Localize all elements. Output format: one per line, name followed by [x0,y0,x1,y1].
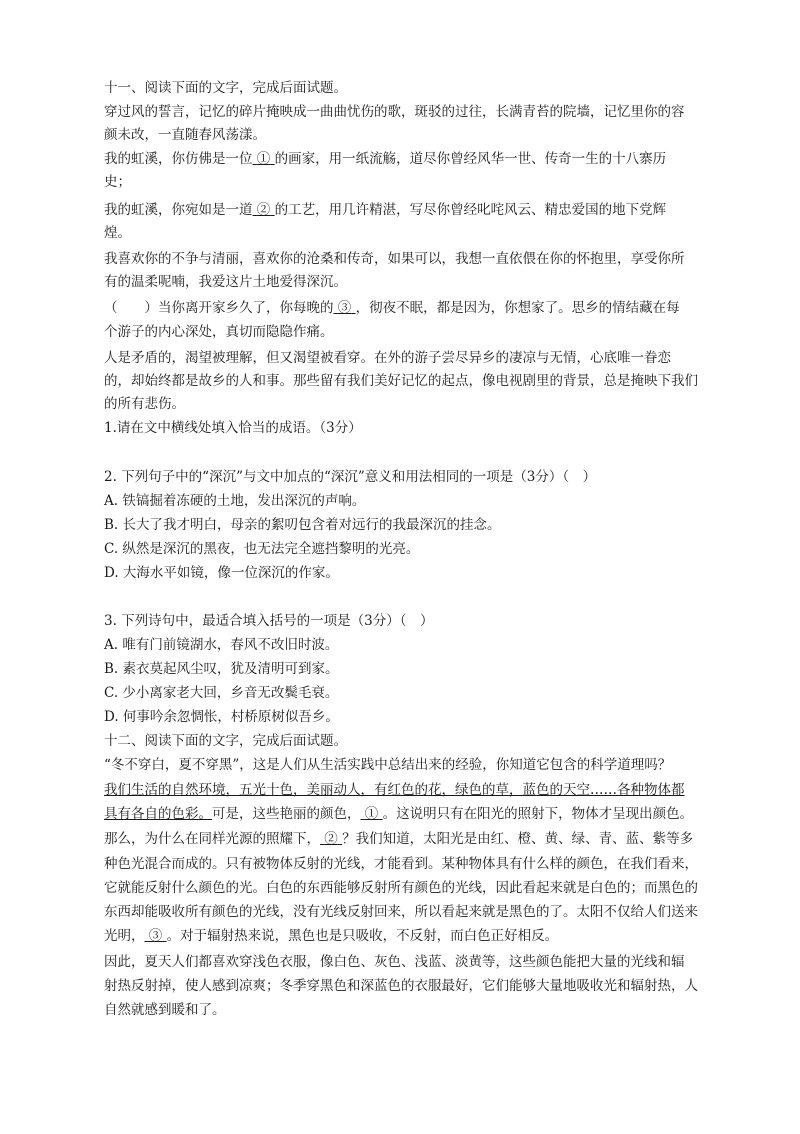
q11-p5-text-b: ，彻夜不眠，都是因为，你想家了。思乡的情结藏在每 [355,300,680,316]
section-11-heading: 十一、阅读下面的文字，完成后面试题。 [104,80,347,96]
q11-paragraph-6-line-3: 的所有悲伤。 [104,396,185,412]
q12-paragraph-2-line-4: 种色光混合而成的。只有被物体反射的光线，才能看到。某种物体具有什么样的颜色，在我们看来， [104,856,698,872]
q11-paragraph-2-line-1 [104,149,666,169]
blank-2: ② [256,202,271,218]
section-12-heading: 十二、阅读下面的文字，完成后面试题。 [104,733,347,749]
q11-paragraph-1-line-2: 颜未改，一直随春风荡漾。 [104,127,266,143]
q12-paragraph-3-line-3: 自然就感到暖和了。 [104,1002,226,1018]
q12-paragraph-2-line-2 [104,804,693,824]
q11-paragraph-6-line-2: 的，却始终都是故乡的人和事。那些留有我们美好记忆的起点，像电视剧里的背景，总是掩映下我们 [104,373,698,389]
q12-p2-text-a: 可是，这些艳丽的颜色， [212,806,361,822]
question-3: 3. 下列诗句中，最适合填入括号的一项是（3分）（ ） [104,613,434,629]
q12-paragraph-2-line-5: 它就能反射什么颜色的光。白色的东西能够反射所有颜色的光线，因此看起来就是白色的；而黑色的 [104,880,698,896]
q11-paragraph-4-line-2: 有的温柔呢喃，我爱这片土地爱得深沉。 [104,274,347,290]
q11-p3-text-b: 的工艺，用几许精湛，写尽你曾经叱咤风云、精忠爱国的地下党辉 [274,202,667,218]
q12-underlined-sentence-end: 具有各自的色彩。 [104,806,212,822]
q12-paragraph-2-line-1: 我们生活的自然环境，五光十色，美丽动人，有红色的花，绿色的草，蓝色的天空……各种物体都 [104,782,685,798]
blank-1: ① [256,151,271,167]
q2-option-c: C. 纵然是深沉的黑夜，也无法完全遮挡黎明的光亮。 [104,541,420,557]
q12-paragraph-2-line-6: 东西却能吸收所有颜色的光线，没有光线反射回来，所以看起来就是黑色的了。太阳不仅给人们送来 [104,904,698,920]
q11-paragraph-6-line-1: 人是矛盾的，渴望被理解，但又渴望被看穿。在外的游子尝尽异乡的凄凉与无情，心底唯一眷恋 [104,350,671,366]
q2-option-d: D. 大海水平如镜，像一位深沉的作家。 [104,565,339,581]
q12-p2-text-b: 。这说明只有在阳光的照射下，物体才呈现出颜色。 [382,806,694,822]
q3-option-c: C. 少小离家老大回，乡音无改鬓毛衰。 [104,685,339,701]
question-1: 1.请在文中横线处填入恰当的成语。（3分） [104,420,362,436]
q12-paragraph-2-line-3 [104,829,693,849]
q11-p5-text-a: （ ）当你离开家乡久了，你每晚的 [104,300,334,316]
q12-p2-l7-text-b: 。对于辐射热来说，黑色也是只吸收，不反射，而白色正好相反。 [166,928,559,944]
q11-paragraph-3-line-1 [104,200,666,220]
q11-paragraph-5-line-2: 个游子的内心深处，真切而隐隐作痛。 [104,324,334,340]
q2-option-b: B. 长大了我才明白，母亲的絮叨包含着对远行的我最深沉的挂念。 [104,517,501,533]
q11-p2-text-a: 我的虹溪，你仿佛是一位 [104,151,253,167]
q3-option-d: D. 何事吟余忽惆怅，村桥原树似吾乡。 [104,709,339,725]
q3-option-b: B. 素衣莫起风尘叹，犹及清明可到家。 [104,661,339,677]
q11-paragraph-1-line-1: 穿过风的誓言，记忆的碎片掩映成一曲曲忧伤的歌，斑驳的过往，长满青苔的院墙，记忆里你的容 [104,104,685,120]
q12-blank-1: ① [364,806,379,822]
q12-paragraph-2-line-7 [104,926,558,946]
q11-p3-text-a: 我的虹溪，你宛如是一道 [104,202,253,218]
question-2: 2. 下列句子中的“深沉”与文中加点的“深沉”意义和用法相同的一项是（3分）（ ） [104,469,597,485]
q11-paragraph-3-line-2: 煌。 [104,225,131,241]
q11-p2-text-b: 的画家，用一纸流觞，道尽你曾经风华一世、传奇一生的十八寨历 [274,151,667,167]
q2-option-a: A. 铁镐掘着冻硬的土地，发出深沉的声响。 [104,493,366,509]
q3-option-a: A. 唯有门前镜湖水，春风不改旧时波。 [104,637,339,653]
q12-paragraph-3-line-1: 因此，夏天人们都喜欢穿浅色衣服，像白色、灰色、浅蓝、淡黄等，这些颜色能把大量的光线和辐 [104,954,685,970]
q12-blank-3: ③ [148,928,163,944]
q12-p2-l3-text-a: 那么，为什么在同样光源的照耀下， [104,831,320,847]
q11-paragraph-5-line-1 [104,298,680,318]
q11-paragraph-2-line-2: 史； [104,174,131,190]
q12-paragraph-1: “冬不穿白，夏不穿黑”，这是人们从生活实践中总结出来的经验，你知道它包含的科学道理吗？ [104,757,672,773]
q12-p2-l3-text-b: ？我们知道，太阳光是由红、橙、黄、绿、青、蓝、紫等多 [342,831,694,847]
q12-p2-l7-text-a: 光明， [104,928,145,944]
blank-3: ③ [337,300,352,316]
q12-paragraph-3-line-2: 射热反射掉，使人感到凉爽；冬季穿黑色和深蓝色的衣服最好，它们能够大量地吸收光和辐射热，人 [104,978,698,994]
q12-blank-2: ② [324,831,338,847]
q11-paragraph-4-line-1: 我喜欢你的不争与清丽，喜欢你的沧桑和传奇，如果可以，我想一直依偎在你的怀抱里，享受你所 [104,251,685,267]
